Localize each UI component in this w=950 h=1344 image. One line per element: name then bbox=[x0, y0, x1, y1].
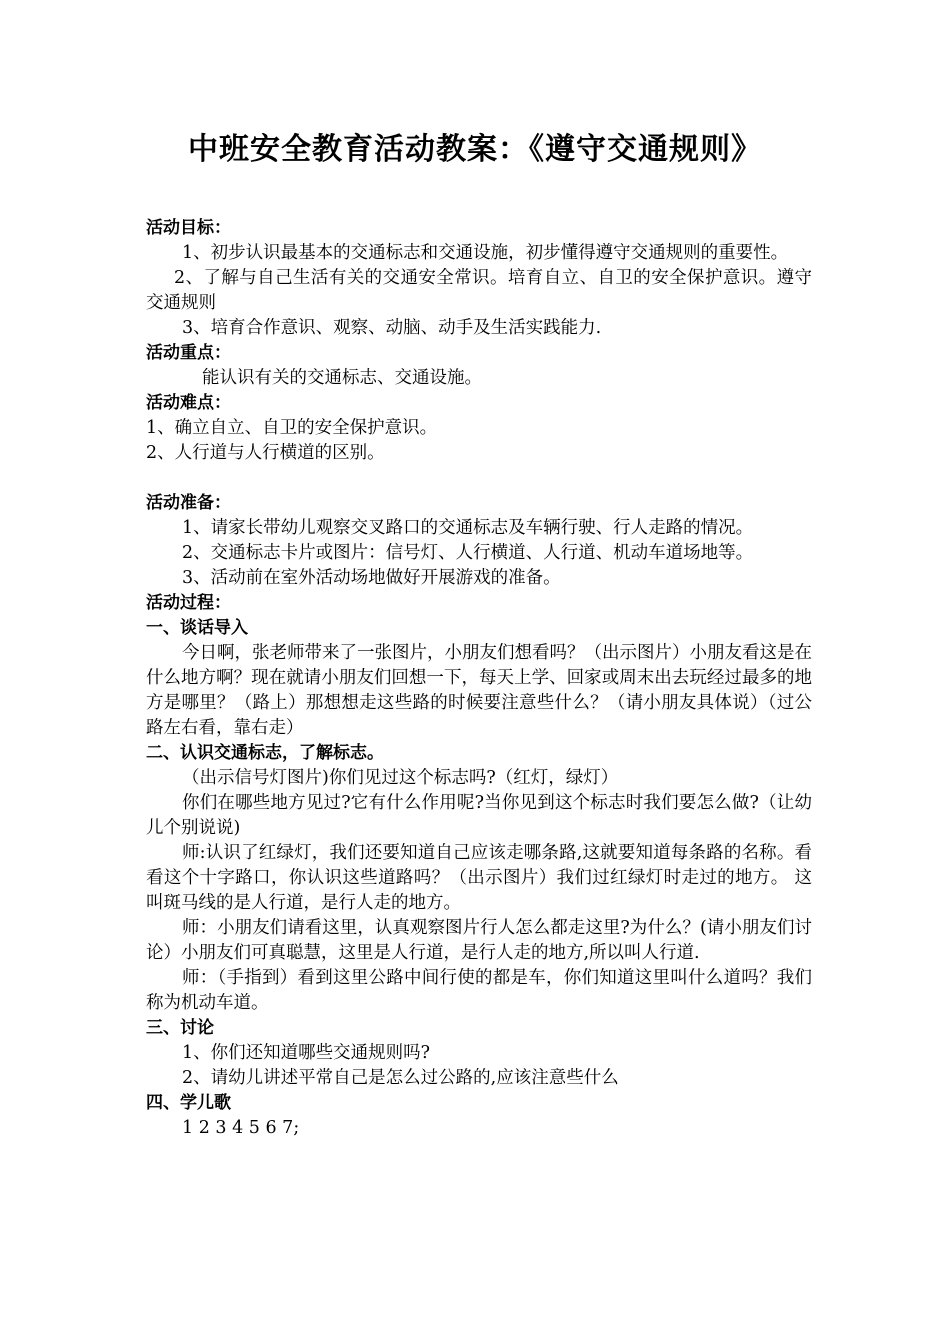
section-paragraph: （出示信号灯图片)你们见过这个标志吗?（红灯，绿灯） bbox=[182, 768, 619, 788]
difficulty-item: 1、确立自立、自卫的安全保护意识。 bbox=[146, 418, 438, 438]
section-paragraph: 2、请幼儿讲述平常自己是怎么过公路的,应该注意些什么 bbox=[182, 1068, 619, 1088]
section-heading: 一、谈话导入 bbox=[146, 618, 248, 638]
difficulty-item: 2、人行道与人行横道的区别。 bbox=[146, 443, 385, 463]
section-paragraph: 今日啊，张老师带来了一张图片，小朋友们想看吗？（出示图片）小朋友看这是在什么地方啊？现在就请小朋友们回想一下，每天上学、回家或周末出去玩经过最多的地方是哪里？（路上）那想想走这些路的时候要注意些什么？（请小朋友具体说）（过公路左右看，靠右走） bbox=[146, 643, 812, 738]
goal-item: 1、初步认识最基本的交通标志和交通设施，初步懂得遵守交通规则的重要性。 bbox=[182, 243, 789, 263]
section-paragraph: 师：（手指到）看到这里公路中间行使的都是车，你们知道这里叫什么道吗？我们称为机动车道。 bbox=[146, 968, 812, 1013]
section-paragraph: 师:认识了红绿灯，我们还要知道自己应该走哪条路,这就要知道每条路的名称。看看这个十字路口，你认识这些道路吗？（出示图片）我们过红绿灯时走过的地方。 这叫斑马线的是人行道，是行人走的地方。 bbox=[146, 843, 812, 913]
document-body bbox=[146, 216, 812, 1141]
section-heading: 三、讨论 bbox=[146, 1018, 214, 1038]
section-heading: 二、认识交通标志，了解标志。 bbox=[146, 743, 384, 763]
document-title: 中班安全教育活动教案：《遵守交通规则》 bbox=[188, 132, 762, 167]
section-paragraph: 1 2 3 4 5 6 7; bbox=[182, 1118, 300, 1138]
goal-item: 3、培育合作意识、观察、动脑、动手及生活实践能力. bbox=[182, 318, 602, 338]
preparation-item: 1、请家长带幼儿观察交叉路口的交通标志及车辆行驶、行人走路的情况。 bbox=[182, 518, 754, 538]
section-paragraph: 你们在哪些地方见过?它有什么作用呢?当你见到这个标志时我们要怎么做?（让幼儿个别说说) bbox=[146, 793, 812, 838]
preparation-heading: 活动准备： bbox=[146, 493, 231, 513]
focus-heading: 活动重点： bbox=[146, 343, 231, 363]
section-paragraph: 1、你们还知道哪些交通规则吗? bbox=[182, 1043, 431, 1063]
difficulty-heading: 活动难点： bbox=[146, 393, 231, 413]
process-heading: 活动过程： bbox=[146, 593, 231, 613]
focus-text: 能认识有关的交通标志、交通设施。 bbox=[202, 368, 482, 388]
section-paragraph: 师：小朋友们请看这里，认真观察图片行人怎么都走这里?为什么？(请小朋友们讨论）小朋友们可真聪慧，这里是人行道，是行人走的地方,所以叫人行道. bbox=[146, 918, 812, 963]
preparation-item: 3、活动前在室外活动场地做好开展游戏的准备。 bbox=[182, 568, 561, 588]
spacer bbox=[146, 466, 812, 491]
section-heading: 四、学儿歌 bbox=[146, 1093, 231, 1113]
goal-item: 2、了解与自己生活有关的交通安全常识。培育自立、自卫的安全保护意识。遵守交通规则 bbox=[146, 268, 812, 313]
goals-heading: 活动目标： bbox=[146, 218, 231, 238]
preparation-item: 2、交通标志卡片或图片：信号灯、人行横道、人行道、机动车道场地等。 bbox=[182, 543, 754, 563]
